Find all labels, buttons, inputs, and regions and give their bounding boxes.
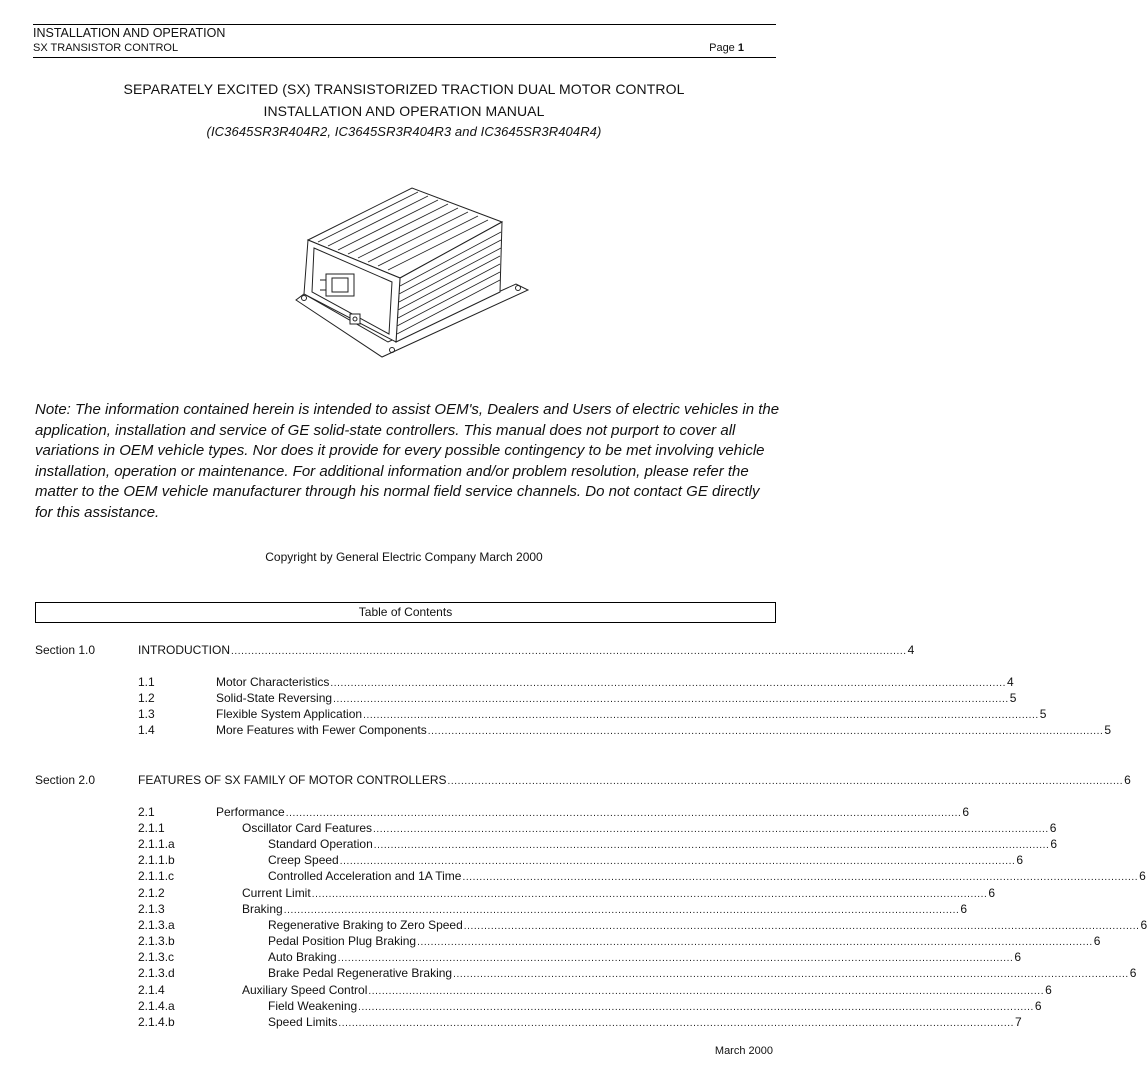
toc-entry-title: Flexible System Application [216,707,363,721]
toc-entry-number: 2.1.1.c [138,869,175,883]
header-subtitle: SX TRANSISTOR CONTROL [33,42,179,54]
toc-leader-dots: ........................................................................................................................................................................................................ [283,905,960,916]
header-title: INSTALLATION AND OPERATION [33,26,226,40]
toc-entry-number: 2.1.1 [138,821,165,835]
page-header [33,24,776,58]
toc-leader-dots: ........................................................................................................................................................................................................ [338,1018,1015,1029]
toc-entry-page: 6 [1045,983,1052,997]
toc-entry[interactable] [35,707,1047,723]
toc-entry[interactable] [35,902,968,918]
toc-leader-dots: ........................................................................................................................................................................................................ [447,776,1124,787]
toc-entry[interactable] [35,853,1024,869]
toc-entry-title: Pedal Position Plug Braking [268,934,417,948]
toc-entry-page: 5 [1039,707,1047,721]
toc-entry-number: 2.1.4 [138,983,165,997]
toc-entry-line [268,869,1146,883]
toc-entry[interactable] [35,773,1131,789]
toc-entry-number: 2.1 [138,805,155,819]
toc-leader-dots: ........................................................................................................................................................................................................ [339,856,1016,867]
toc-entry-page: 7 [1015,1015,1022,1029]
toc-entry[interactable] [35,837,1058,853]
toc-entry-page: 6 [1140,918,1147,932]
toc-entry-line [242,886,996,900]
toc-entry[interactable] [35,966,1137,982]
toc-entry-page: 6 [1124,773,1131,787]
toc-entry-page: 6 [1016,853,1024,867]
toc-entry-page: 6 [1050,837,1058,851]
toc-leader-dots: ........................................................................................................................................................................................................ [363,710,1039,721]
toc-entry-number: 2.1.3.d [138,966,175,980]
toc-entry[interactable] [35,691,1017,707]
toc-entry-title: Auto Braking [268,950,337,964]
toc-leader-dots: ........................................................................................................................................................................................................ [285,808,962,819]
toc-entry-title: Speed Limits [268,1015,338,1029]
toc-entry[interactable] [35,723,1112,739]
toc-entry-line [242,983,1052,997]
toc-entry-title: Oscillator Card Features [242,821,373,835]
toc-entry-title: Field Weakening [268,999,358,1013]
page-indicator [709,42,744,54]
toc-entry-line [268,918,1147,932]
toc-entry-line [216,707,1047,721]
toc-entry-page: 6 [960,902,968,916]
toc-entry-number: 1.2 [138,691,155,705]
toc-entry-number: 2.1.2 [138,886,165,900]
toc-leader-dots: ........................................................................................................................................................................................................ [373,824,1049,835]
page-number: 1 [737,42,744,54]
toc-entry[interactable] [35,869,1146,885]
toc-entry-title: Auxiliary Speed Control [242,983,368,997]
toc-section-label: Section 2.0 [35,773,96,787]
toc-entry-line [216,675,1014,689]
toc-leader-dots: ........................................................................................................................................................................................................ [463,921,1140,932]
toc-entry-line [268,837,1058,851]
toc-leader-dots: ........................................................................................................................................................................................................ [368,986,1045,997]
motor-controller-drawing [292,182,532,357]
toc-entry-page: 5 [1009,691,1017,705]
document-subtitle: INSTALLATION AND OPERATION MANUAL [263,103,545,119]
toc-entry-number: 2.1.4.a [138,999,175,1013]
toc-entry-page: 6 [1129,966,1137,980]
toc-section-label: Section 1.0 [35,643,96,657]
toc-leader-dots: ........................................................................................................................................................................................................ [462,872,1139,883]
toc-entry[interactable] [35,675,1014,691]
document-title: SEPARATELY EXCITED (SX) TRANSISTORIZED TRACTION DUAL MOTOR CONTROL [123,81,685,97]
toc-entry-number: 1.4 [138,723,155,737]
toc-entry-line [138,773,1131,787]
toc-entry-line [216,805,970,819]
toc-entry-number: 1.1 [138,675,155,689]
toc-entry-page: 6 [1014,950,1022,964]
toc-entry-line [268,853,1024,867]
toc-entry[interactable] [35,918,1147,934]
toc-leader-dots: ........................................................................................................................................................................................................ [337,953,1014,964]
toc-entry-title: Current Limit [242,886,311,900]
toc-entry[interactable] [35,934,1101,950]
toc-entry-line [268,999,1042,1013]
toc-entry-number: 2.1.4.b [138,1015,175,1029]
toc-entry-number: 2.1.3 [138,902,165,916]
toc-leader-dots: ........................................................................................................................................................................................................ [373,840,1050,851]
toc-leader-dots: ........................................................................................................................................................................................................ [231,646,907,657]
toc-entry[interactable] [35,983,1052,999]
toc-entry-title: Performance [216,805,285,819]
toc-entry[interactable] [35,821,1057,837]
toc-entry-line [268,966,1137,980]
toc-entry-title: Regenerative Braking to Zero Speed [268,918,463,932]
toc-entry-number: 2.1.3.b [138,934,175,948]
model-numbers: (IC3645SR3R404R2, IC3645SR3R404R3 and IC3645SR3R404R4) [206,124,602,139]
toc-entry-title: Standard Operation [268,837,373,851]
toc-leader-dots: ........................................................................................................................................................................................................ [358,1002,1034,1013]
toc-entry-page: 4 [907,643,915,657]
toc-entry-number: 2.1.1.b [138,853,175,867]
toc-leader-dots: ........................................................................................................................................................................................................ [453,969,1129,980]
toc-entry-line [242,902,968,916]
toc-leader-dots: ........................................................................................................................................................................................................ [330,678,1007,689]
toc-entry-page: 4 [1007,675,1014,689]
toc-entry[interactable] [35,999,1042,1015]
toc-entry-line [268,950,1022,964]
toc-heading: Table of Contents [35,602,776,623]
toc-entry-line [216,691,1017,705]
footer-date: March 2000 [714,1045,773,1057]
toc-entry-number: 2.1.3.a [138,918,175,932]
toc-leader-dots: ........................................................................................................................................................................................................ [311,889,988,900]
toc-entry-page: 6 [1139,869,1146,883]
toc-entry[interactable] [35,886,996,902]
toc-entry-line [216,723,1112,737]
toc-entry[interactable] [35,643,915,659]
toc-entry-title: INTRODUCTION [138,643,230,657]
toc-entry[interactable] [35,805,970,821]
toc-entry-number: 2.1.1.a [138,837,175,851]
toc-entry-number: 2.1.3.c [138,950,175,964]
toc-entry-title: Creep Speed [268,853,339,867]
toc-entry-title: FEATURES OF SX FAMILY OF MOTOR CONTROLLERS [138,773,447,787]
toc-entry[interactable] [35,950,1022,966]
toc-entry-title: Brake Pedal Regenerative Braking [268,966,453,980]
toc-entry[interactable] [35,1015,1022,1031]
toc-entry-number: 1.3 [138,707,155,721]
page-label: Page [709,42,735,54]
toc-entry-title: Braking [242,902,283,916]
toc-leader-dots: ........................................................................................................................................................................................................ [427,726,1104,737]
toc-entry-line [138,643,915,657]
toc-entry-page: 6 [988,886,996,900]
toc-entry-page: 6 [962,805,970,819]
toc-entry-title: Controlled Acceleration and 1A Time [268,869,462,883]
toc-leader-dots: ........................................................................................................................................................................................................ [333,694,1009,705]
toc-entry-line [242,821,1057,835]
toc-entry-line [268,934,1101,948]
toc-entry-page: 6 [1049,821,1057,835]
toc-entry-title: Solid-State Reversing [216,691,333,705]
toc-entry-page: 6 [1034,999,1042,1013]
toc-leader-dots: ........................................................................................................................................................................................................ [417,937,1093,948]
toc-entry-title: More Features with Fewer Components [216,723,427,737]
toc-entry-page: 5 [1104,723,1112,737]
toc-entry-title: Motor Characteristics [216,675,330,689]
copyright-notice: Copyright by General Electric Company March 2000 [265,550,543,564]
toc-entry-page: 6 [1093,934,1101,948]
disclaimer-note: Note: The information contained herein is intended to assist OEM's, Dealers and Users of electric vehicles in the application, installation and service of GE solid-state controllers. This manual does not purport to cover all variations in OEM vehicle types. Nor does it provide for every possible contingency to be met involving vehicle installation, operation or maintenance. For additional information and/or problem resolution, please refer the matter to the OEM vehicle manufacturer through his normal field service channels. Do not contact GE directly for this assistance. [35,401,780,521]
toc-entry-line [268,1015,1022,1029]
